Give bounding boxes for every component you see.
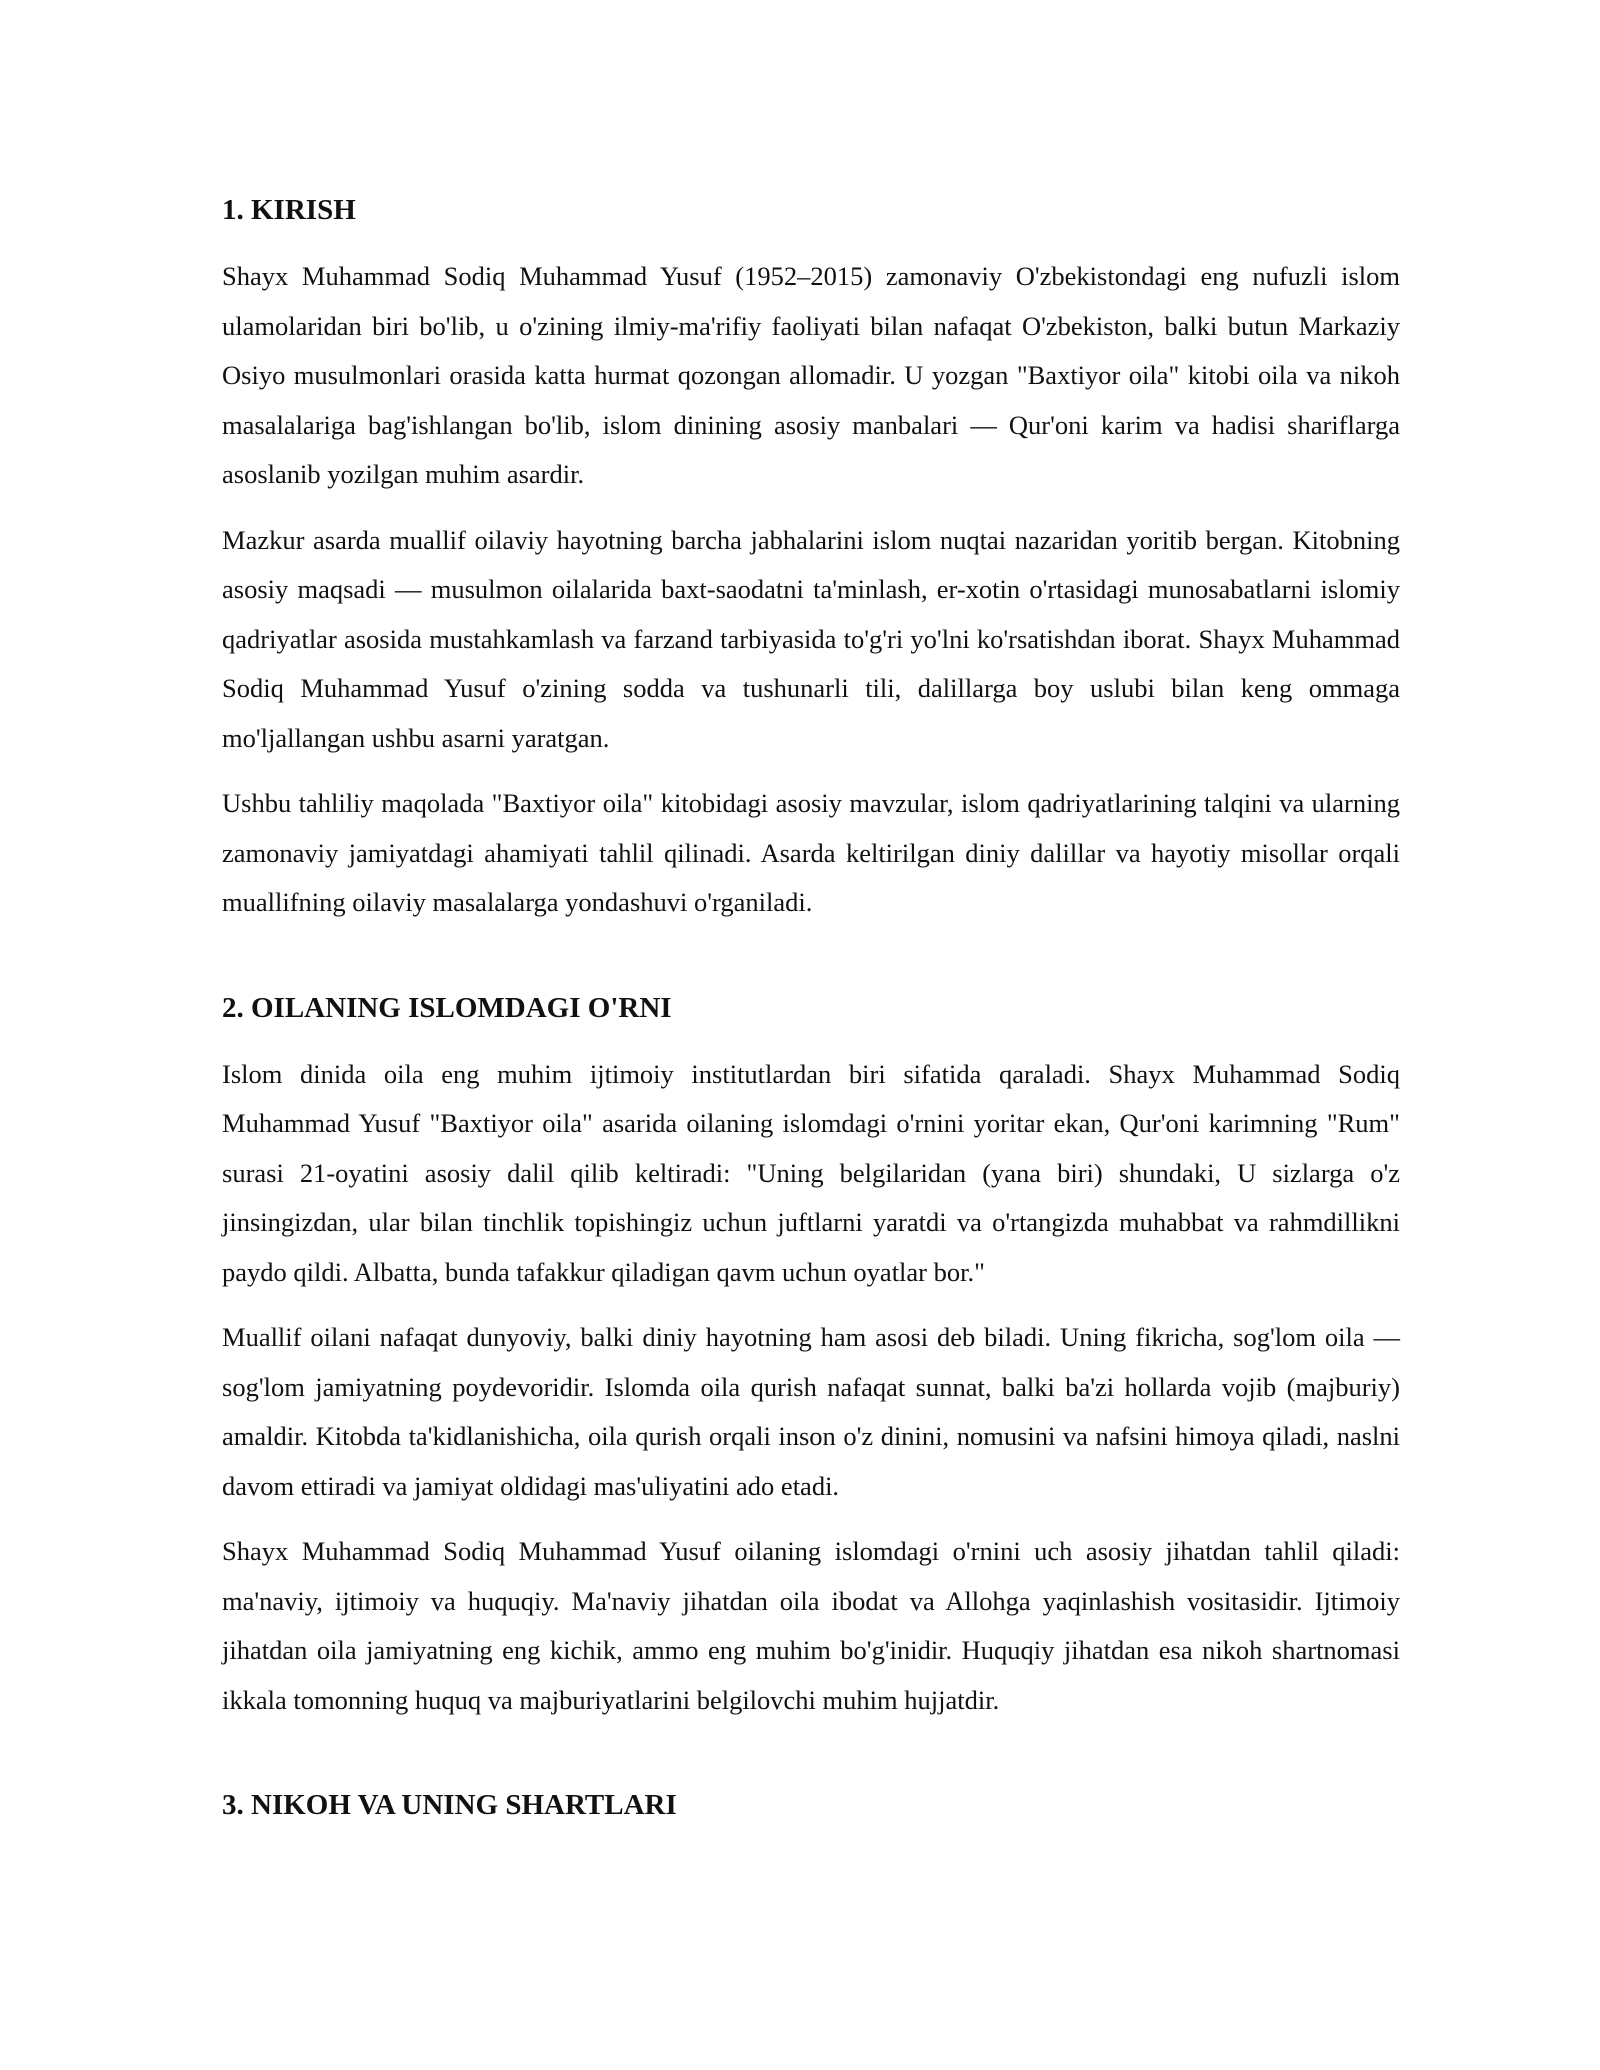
paragraph: Islom dinida oila eng muhim ijtimoiy institutlardan biri sifatida qaraladi. Shayx Muhammad Sodiq Muhammad Yusuf "Baxtiyor oila" asarida oilaning islomdagi o'rnini yoritar ekan, Qur'oni karimning "Rum" surasi 21-oyatini asosiy dalil qilib keltiradi: "Uning belgilaridan (yana biri) shundaki, U sizlarga o'z jinsingizdan, ular bilan tinchlik topishingiz uchun juftlarni yaratdi va o'rtangizda muhabbat va rahmdillikni paydo qildi. Albatta, bunda tafakkur qiladigan qavm uchun oyatlar bor." (222, 1058, 1400, 1287)
section-heading-kirish: 1. KIRISH (222, 194, 356, 226)
paragraph: Shayx Muhammad Sodiq Muhammad Yusuf oilaning islomdagi o'rnini uch asosiy jihatdan tahlil qiladi: ma'naviy, ijtimoiy va huquqiy. Ma'naviy jihatdan oila ibodat va Allohga yaqinlashish vositasidir. Ijtimoiy jihatdan oila jamiyatning eng kichik, ammo eng muhim bo'g'inidir. Huquqiy jihatdan esa nikoh shartnomasi ikkala tomonning huquq va majburiyatlarini belgilovchi muhim hujjatdir. (222, 1536, 1400, 1715)
paragraph: Mazkur asarda muallif oilaviy hayotning barcha jabhalarini islom nuqtai nazaridan yoritib bergan. Kitobning asosiy maqsadi — musulmon oilalarida baxt-saodatni ta'minlash, er-xotin o'rtasidagi munosabatlarni islomiy qadriyatlar asosida mustahkamlash va farzand tarbiyasida to'g'ri yo'lni ko'rsatishdan iborat. Shayx Muhammad Sodiq Muhammad Yusuf o'zining sodda va tushunarli tili, dalillarga boy uslubi bilan keng ommaga mo'ljallangan ushbu asarni yaratgan. (222, 524, 1400, 753)
document-page (222, 180, 1400, 1829)
paragraph: Ushbu tahliliy maqolada "Baxtiyor oila" kitobidagi asosiy mavzular, islom qadriyatlarining talqini va ularning zamonaviy jamiyatdagi ahamiyati tahlil qilinadi. Asarda keltirilgan diniy dalillar va hayotiy misollar orqali muallifning oilaviy masalalarga yondashuvi o'rganiladi. (222, 788, 1400, 917)
paragraph: Muallif oilani nafaqat dunyoviy, balki diniy hayotning ham asosi deb biladi. Uning fikricha, sog'lom oila — sog'lom jamiyatning poydevoridir. Islomda oila qurish nafaqat sunnat, balki ba'zi hollarda vojib (majburiy) amaldir. Kitobda ta'kidlanishicha, oila qurish orqali inson o'z dinini, nomusini va nafsini himoya qiladi, naslni davom ettiradi va jamiyat oldidagi mas'uliyatini ado etadi. (222, 1322, 1400, 1501)
paragraph: Shayx Muhammad Sodiq Muhammad Yusuf (1952–2015) zamonaviy O'zbekistondagi eng nufuzli islom ulamolaridan biri bo'lib, u o'zining ilmiy-ma'rifiy faoliyati bilan nafaqat O'zbekiston, balki butun Markaziy Osiyo musulmonlari orasida katta hurmat qozongan allomadir. U yozgan "Baxtiyor oila" kitobi oila va nikoh masalalariga bag'ishlangan bo'lib, islom dinining asosiy manbalari — Qur'oni karim va hadisi shariflarga asoslanib yozilgan muhim asardir. (222, 261, 1400, 489)
section-heading-oilaning-islomdagi-orni: 2. OILANING ISLOMDAGI O'RNI (222, 991, 672, 1024)
section-heading-nikoh-va-uning-shartlari: 3. NIKOH VA UNING SHARTLARI (222, 1789, 677, 1821)
